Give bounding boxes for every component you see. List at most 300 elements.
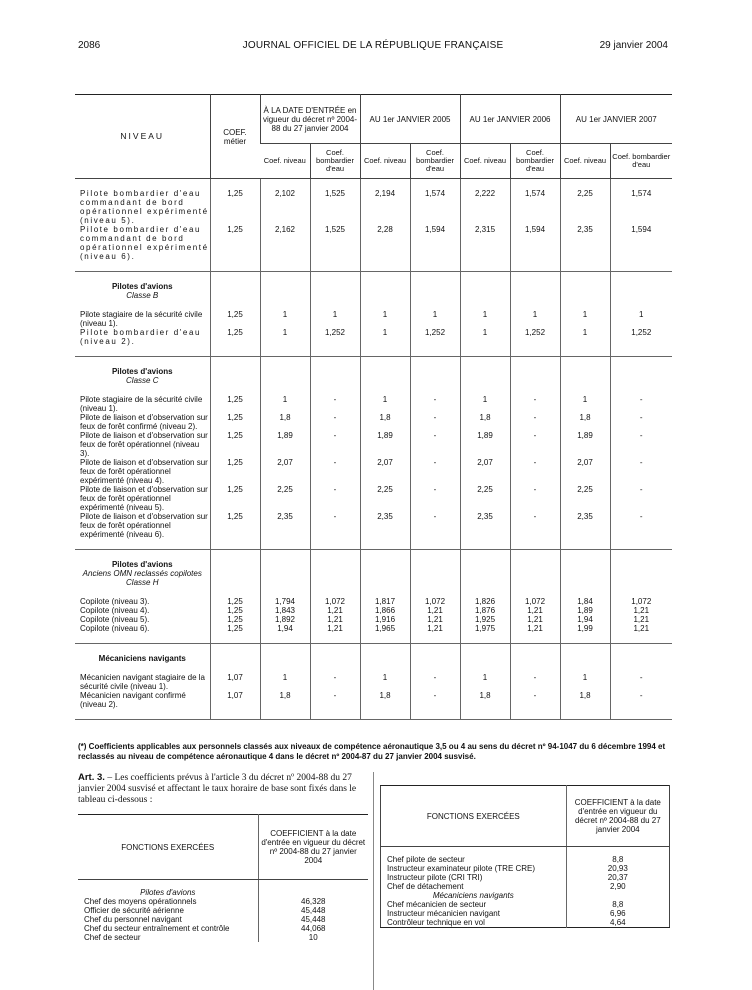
spacer-cell <box>560 633 610 644</box>
empty-cell <box>310 376 360 385</box>
spacer-cell <box>360 261 410 272</box>
value-cell: - <box>610 458 672 485</box>
value-cell: 1 <box>310 310 360 328</box>
value-cell: 1 <box>460 310 510 328</box>
empty-cell <box>460 560 510 569</box>
table-row <box>75 413 672 431</box>
column-divider <box>373 772 374 990</box>
page-number: 2086 <box>78 40 101 51</box>
spacer-cell <box>610 357 672 368</box>
period-header: AU 1er JANVIER 2007 <box>560 95 672 144</box>
spacer-cell <box>510 179 560 190</box>
spacer-cell <box>260 272 310 283</box>
value-cell: - <box>410 431 460 458</box>
spacer-cell <box>610 663 672 673</box>
value-cell: 1,916 <box>360 615 410 624</box>
value-cell: - <box>410 673 460 691</box>
spacer-cell <box>210 300 260 310</box>
value-cell: 1,07 <box>210 673 260 691</box>
empty-cell <box>410 569 460 587</box>
row-label: Pilote de liaison et d'observation sur feux de forêt opérationnel expérimenté (niveau 6). <box>80 512 208 539</box>
spacer-cell <box>310 179 360 190</box>
spacer-cell <box>460 385 510 395</box>
value-cell: 1 <box>360 673 410 691</box>
empty-cell <box>610 654 672 663</box>
spacer-cell <box>410 272 460 283</box>
row-label: Pilote bombardier d'eau commandant de bord opérationnel expérimenté (niveau 5). <box>80 189 209 225</box>
spacer-cell <box>610 587 672 597</box>
spacer-row <box>75 539 672 550</box>
spacer-cell <box>460 663 510 673</box>
sub-header-coef-bombardier: Coef. bombardier d'eau <box>510 144 560 179</box>
empty-cell <box>210 560 260 569</box>
value-cell: 2,35 <box>360 512 410 539</box>
group-label: Mécaniciens navigants <box>432 891 514 900</box>
value-cell: - <box>310 485 360 512</box>
value-cell: 1,25 <box>210 512 260 539</box>
value-cell: 1,21 <box>310 615 360 624</box>
value-cell: 1,25 <box>210 225 260 261</box>
value-cell: 1,525 <box>310 189 360 225</box>
spacer-row <box>75 550 672 561</box>
footnote: (*) Coefficients applicables aux personnels classés aux niveaux de compétence aéronautique 3,5 ou 4 au sens du décret nº 94-1047 du 6 décembre 1994 et reclassés au niveau de compétence aéronautique 4 dans le décret nº 2004-87 du 27 janvier 2004 susvisé. <box>78 742 666 761</box>
table-row <box>75 328 672 346</box>
spacer-cell <box>610 179 672 190</box>
list-item <box>381 873 670 882</box>
row-label: Mécanicien navigant confirmé (niveau 2). <box>80 691 186 709</box>
list-item <box>78 915 368 924</box>
value-cell: 1,94 <box>260 624 310 633</box>
row-label: Copilote (niveau 5). <box>80 615 150 624</box>
list-item <box>78 924 368 933</box>
value-cell: 1,574 <box>510 189 560 225</box>
value-cell: 2,315 <box>460 225 510 261</box>
value-cell: - <box>310 395 360 413</box>
publication-date: 29 janvier 2004 <box>599 40 668 51</box>
spacer-cell <box>510 587 560 597</box>
value-cell: 2,25 <box>260 485 310 512</box>
empty-cell <box>310 367 360 376</box>
table-row <box>75 673 672 691</box>
sub-header-coef-bombardier: Coef. bombardier d'eau <box>610 144 672 179</box>
spacer-cell <box>260 539 310 550</box>
value-cell: 1,21 <box>510 624 560 633</box>
spacer-cell <box>560 357 610 368</box>
value-cell: 1,925 <box>460 615 510 624</box>
spacer-cell <box>460 709 510 720</box>
value-cell: - <box>610 673 672 691</box>
spacer-cell <box>360 385 410 395</box>
value-cell: 1,8 <box>460 691 510 709</box>
value-cell: - <box>410 485 460 512</box>
empty-cell <box>360 560 410 569</box>
empty-cell <box>310 654 360 663</box>
spacer-row <box>75 346 672 357</box>
spacer-cell <box>560 385 610 395</box>
empty-cell <box>360 654 410 663</box>
value-cell: 1,25 <box>210 606 260 615</box>
col-coefficient-header: COEFFICIENT à la date d'entrée en vigueur du décret nº 2004-88 du 27 janvier 2004 <box>258 815 368 880</box>
empty-cell <box>610 569 672 587</box>
row-label: Mécanicien navigant stagiaire de la sécurité civile (niveau 1). <box>80 673 205 691</box>
spacer-cell <box>75 261 210 272</box>
spacer-cell <box>210 709 260 720</box>
function-label: Chef pilote de secteur <box>387 855 465 864</box>
section-heading: Pilotes d'avions <box>111 560 173 569</box>
spacer-cell <box>610 633 672 644</box>
value-cell: 1,25 <box>210 597 260 606</box>
spacer-cell <box>410 633 460 644</box>
spacer-cell <box>310 663 360 673</box>
function-label: Chef des moyens opérationnels <box>84 897 197 906</box>
sub-header-coef-niveau: Coef. niveau <box>460 144 510 179</box>
value-cell: - <box>510 485 560 512</box>
spacer-cell <box>360 357 410 368</box>
spacer-cell <box>510 663 560 673</box>
spacer-row <box>75 261 672 272</box>
value-cell: - <box>510 512 560 539</box>
value-cell: 1,25 <box>210 395 260 413</box>
value-cell: 1,25 <box>210 189 260 225</box>
spacer-cell <box>210 644 260 655</box>
table-row <box>75 395 672 413</box>
value-cell: 1,072 <box>310 597 360 606</box>
table-row <box>75 615 672 624</box>
row-label: Pilote bombardier d'eau commandant de bord opérationnel expérimenté (niveau 6). <box>80 225 209 261</box>
spacer-cell <box>510 385 560 395</box>
spacer-cell <box>410 644 460 655</box>
value-cell: 1,99 <box>560 624 610 633</box>
empty-cell <box>610 291 672 300</box>
spacer-cell <box>460 300 510 310</box>
value-cell: 1,252 <box>510 328 560 346</box>
col-fonctions-header: FONCTIONS EXERCÉES <box>78 815 258 880</box>
empty-cell <box>566 891 669 900</box>
value-cell: - <box>410 395 460 413</box>
value-cell: - <box>310 413 360 431</box>
table-row <box>75 225 672 261</box>
value-cell: - <box>310 691 360 709</box>
spacer-cell <box>360 633 410 644</box>
value-cell: 1,8 <box>560 691 610 709</box>
empty-cell <box>560 367 610 376</box>
row-label: Copilote (niveau 6). <box>80 624 150 633</box>
spacer-cell <box>460 272 510 283</box>
spacer-cell <box>260 587 310 597</box>
empty-cell <box>560 291 610 300</box>
value-cell: - <box>610 691 672 709</box>
spacer-cell <box>410 346 460 357</box>
function-label: Instructeur pilote (CRI TRI) <box>387 873 483 882</box>
spacer-cell <box>75 357 210 368</box>
spacer-cell <box>560 663 610 673</box>
spacer-cell <box>610 644 672 655</box>
left-functions-table <box>78 814 368 942</box>
sub-header-coef-niveau: Coef. niveau <box>360 144 410 179</box>
coefficient-value: 20,93 <box>566 864 669 873</box>
empty-cell <box>260 560 310 569</box>
function-label: Chef de détachement <box>387 882 464 891</box>
left-functions-body <box>78 815 368 943</box>
table-row <box>75 512 672 539</box>
value-cell: 1,25 <box>210 431 260 458</box>
spacer-cell <box>510 300 560 310</box>
spacer-cell <box>75 633 210 644</box>
article-3 <box>78 772 366 806</box>
value-cell: 1,25 <box>210 624 260 633</box>
row-label: Pilote de liaison et d'observation sur feux de forêt opérationnel expérimenté (niveau 5). <box>80 485 208 512</box>
spacer-cell <box>460 357 510 368</box>
value-cell: 1,21 <box>610 624 672 633</box>
value-cell: 1,594 <box>510 225 560 261</box>
value-cell: - <box>610 395 672 413</box>
value-cell: 1,89 <box>360 431 410 458</box>
spacer-cell <box>360 179 410 190</box>
value-cell: 1 <box>560 328 610 346</box>
empty-cell <box>260 291 310 300</box>
spacer-cell <box>360 550 410 561</box>
row-label: Pilote stagiaire de la sécurité civile (niveau 1). <box>80 310 203 328</box>
spacer-cell <box>310 300 360 310</box>
value-cell: 1,072 <box>510 597 560 606</box>
empty-cell <box>510 376 560 385</box>
spacer-cell <box>510 550 560 561</box>
empty-cell <box>210 569 260 587</box>
empty-cell <box>610 367 672 376</box>
empty-cell <box>410 560 460 569</box>
empty-cell <box>510 291 560 300</box>
spacer-row <box>75 179 672 190</box>
value-cell: 1 <box>560 673 610 691</box>
value-cell: 1,8 <box>360 413 410 431</box>
value-cell: 1 <box>610 310 672 328</box>
value-cell: - <box>410 413 460 431</box>
spacer-cell <box>510 539 560 550</box>
section-class-row <box>75 569 672 587</box>
spacer-cell <box>260 261 310 272</box>
empty-cell <box>260 654 310 663</box>
table-row <box>75 485 672 512</box>
spacer-row <box>75 357 672 368</box>
spacer-cell <box>75 385 210 395</box>
spacer-cell <box>210 385 260 395</box>
value-cell: 2,35 <box>260 512 310 539</box>
spacer-cell <box>410 709 460 720</box>
spacer-cell <box>560 709 610 720</box>
empty-cell <box>210 376 260 385</box>
empty-cell <box>410 282 460 291</box>
col-coef-metier-header: COEF. métier <box>210 95 260 179</box>
empty-cell <box>260 376 310 385</box>
list-item <box>381 909 670 918</box>
spacer-cell <box>360 663 410 673</box>
value-cell: 1,8 <box>260 691 310 709</box>
function-label: Officier de sécurité aérienne <box>84 906 184 915</box>
spacer-cell <box>310 550 360 561</box>
value-cell: 1,89 <box>260 431 310 458</box>
row-label: Pilote stagiaire de la sécurité civile (niveau 1). <box>80 395 203 413</box>
spacer-cell <box>410 550 460 561</box>
empty-cell <box>310 291 360 300</box>
empty-cell <box>260 569 310 587</box>
value-cell: - <box>610 413 672 431</box>
spacer-cell <box>75 644 210 655</box>
spacer-row <box>75 633 672 644</box>
value-cell: 2,35 <box>560 512 610 539</box>
spacer-cell <box>610 539 672 550</box>
table-row <box>75 189 672 225</box>
section-heading: Pilotes d'avions <box>111 282 173 291</box>
empty-cell <box>360 569 410 587</box>
function-label: Instructeur mécanicien navigant <box>387 909 500 918</box>
spacer-cell <box>310 633 360 644</box>
section-heading-row <box>75 367 672 376</box>
empty-cell <box>460 291 510 300</box>
spacer-cell <box>260 179 310 190</box>
value-cell: 1 <box>460 328 510 346</box>
empty-cell <box>510 654 560 663</box>
coefficient-value: 20,37 <box>566 873 669 882</box>
value-cell: 1,574 <box>410 189 460 225</box>
spacer-cell <box>410 179 460 190</box>
spacer-cell <box>310 385 360 395</box>
spacer-cell <box>610 300 672 310</box>
value-cell: 1,876 <box>460 606 510 615</box>
empty-cell <box>210 367 260 376</box>
section-heading-row <box>75 654 672 663</box>
spacer-cell <box>310 587 360 597</box>
value-cell: 1 <box>460 395 510 413</box>
spacer-cell <box>410 385 460 395</box>
table-row <box>75 624 672 633</box>
spacer-cell <box>360 644 410 655</box>
value-cell: 1,25 <box>210 310 260 328</box>
value-cell: - <box>610 485 672 512</box>
value-cell: 1,25 <box>210 485 260 512</box>
row-label: Pilote bombardier d'eau (niveau 2). <box>80 328 202 346</box>
spacer-cell <box>75 550 210 561</box>
value-cell: 1,826 <box>460 597 510 606</box>
spacer-cell <box>560 539 610 550</box>
empty-cell <box>610 560 672 569</box>
value-cell: 1 <box>260 395 310 413</box>
spacer-cell <box>260 300 310 310</box>
spacer-cell <box>410 663 460 673</box>
spacer-cell <box>75 300 210 310</box>
value-cell: 1 <box>260 328 310 346</box>
value-cell: 1 <box>360 395 410 413</box>
value-cell: 2,07 <box>460 458 510 485</box>
spacer-cell <box>75 539 210 550</box>
coefficients-table-body <box>75 179 672 720</box>
spacer-cell <box>460 633 510 644</box>
empty-cell <box>460 654 510 663</box>
value-cell: - <box>510 413 560 431</box>
empty-cell <box>410 367 460 376</box>
section-class-row <box>75 376 672 385</box>
article-text: – Les coefficients prévus à l'article 3 du décret nº 2004-88 du 27 janvier 2004 susvisé et affectant le taux horaire de base sont fixés dans le tableau ci-dessous : <box>78 773 357 805</box>
spacer-cell <box>410 357 460 368</box>
value-cell: 1,252 <box>610 328 672 346</box>
spacer-cell <box>510 709 560 720</box>
empty-cell <box>510 560 560 569</box>
value-cell: 1,89 <box>560 431 610 458</box>
list-item <box>381 900 670 909</box>
coefficient-value: 10 <box>258 933 368 942</box>
article-label: Art. 3. <box>78 772 105 783</box>
spacer-cell <box>610 346 672 357</box>
value-cell: 1,866 <box>360 606 410 615</box>
right-functions-body <box>381 786 670 928</box>
value-cell: - <box>510 395 560 413</box>
spacer-row <box>75 385 672 395</box>
spacer-cell <box>410 587 460 597</box>
list-item <box>381 882 670 891</box>
spacer-cell <box>460 550 510 561</box>
spacer-cell <box>310 346 360 357</box>
spacer-cell <box>75 709 210 720</box>
spacer-row <box>75 587 672 597</box>
value-cell: - <box>610 512 672 539</box>
empty-cell <box>310 569 360 587</box>
value-cell: 1 <box>360 328 410 346</box>
value-cell: 1 <box>360 310 410 328</box>
spacer-cell <box>210 663 260 673</box>
function-label: Contrôleur technique en vol <box>387 918 485 927</box>
sub-header-coef-niveau: Coef. niveau <box>260 144 310 179</box>
spacer-cell <box>75 346 210 357</box>
value-cell: 1,8 <box>460 413 510 431</box>
empty-cell <box>560 654 610 663</box>
spacer-cell <box>560 587 610 597</box>
value-cell: 1,252 <box>410 328 460 346</box>
spacer-cell <box>460 346 510 357</box>
spacer-cell <box>460 539 510 550</box>
spacer-cell <box>75 587 210 597</box>
right-functions-table <box>380 785 670 928</box>
period-header: À LA DATE D'ENTRÉE en vigueur du décret nº 2004-88 du 27 janvier 2004 <box>260 95 360 144</box>
spacer-cell <box>460 587 510 597</box>
value-cell: 2,25 <box>360 485 410 512</box>
value-cell: 1,21 <box>610 615 672 624</box>
value-cell: 2,222 <box>460 189 510 225</box>
value-cell: - <box>410 512 460 539</box>
coefficient-value: 4,64 <box>566 918 669 928</box>
value-cell: - <box>510 673 560 691</box>
empty-cell <box>610 376 672 385</box>
section-class: Classe C <box>126 376 159 385</box>
function-label: Instructeur examinateur pilote (TRE CRE) <box>387 864 536 873</box>
spacer-cell <box>560 346 610 357</box>
value-cell: 1,574 <box>610 189 672 225</box>
function-label: Chef mécanicien de secteur <box>387 900 487 909</box>
empty-cell <box>210 282 260 291</box>
value-cell: 1,794 <box>260 597 310 606</box>
value-cell: 1,8 <box>360 691 410 709</box>
value-cell: 2,07 <box>360 458 410 485</box>
spacer-cell <box>210 539 260 550</box>
value-cell: - <box>510 431 560 458</box>
empty-cell <box>210 291 260 300</box>
page-header <box>78 40 668 56</box>
empty-cell <box>510 282 560 291</box>
spacer-row <box>75 272 672 283</box>
spacer-cell <box>210 550 260 561</box>
value-cell: - <box>310 431 360 458</box>
spacer-cell <box>510 272 560 283</box>
spacer-cell <box>360 300 410 310</box>
value-cell: 1,975 <box>460 624 510 633</box>
